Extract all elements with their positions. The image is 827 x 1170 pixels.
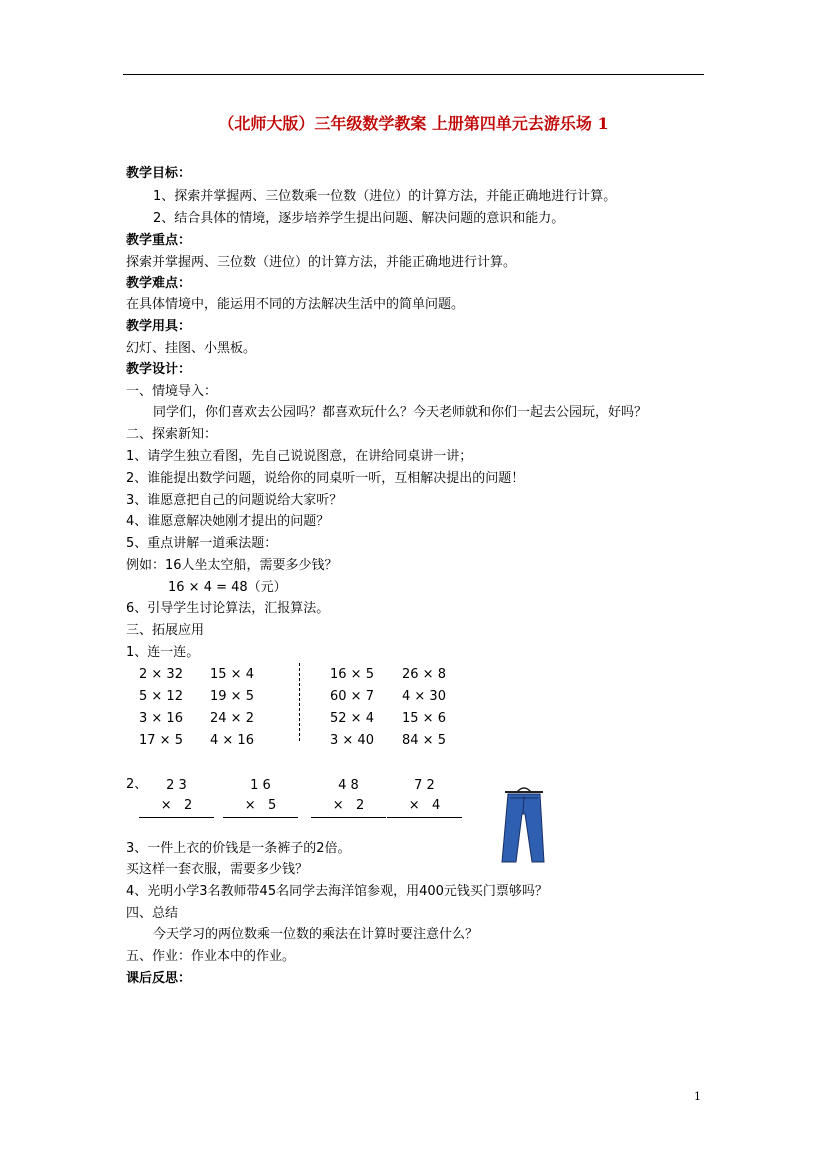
section-1-text: 同学们，你们喜欢去公园吗？都喜欢玩什么？今天老师就和你们一起去公园玩，好吗？ [153,405,648,420]
vertical-multiplication [311,776,386,818]
goal-2: 2、结合具体的情境，逐步培养学生提出问题、解决问题的意识和能力。 [153,211,565,226]
goals-heading: 教学目标： [126,166,192,181]
match-cell: 17 × 5 [139,733,183,748]
match-cell: 84 × 5 [402,733,446,748]
match-row [139,667,462,683]
match-row [139,711,462,727]
match-row [139,689,462,705]
match-cell: 2 × 32 [139,667,183,682]
design-heading: 教学设计： [126,362,192,377]
match-cell: 16 × 5 [330,667,374,682]
section-4-heading: 四、总结 [126,906,179,921]
section-3-item-3: 3、一件上衣的价钱是一条裤子的2倍。 [126,841,351,856]
match-cell: 52 × 4 [330,711,374,726]
vm-line [387,817,462,818]
match-row [139,733,462,749]
vm-top: 7 2 [414,778,435,793]
vm-line [223,817,298,818]
tools-heading: 教学用具： [126,319,192,334]
pants-illustration [495,784,553,866]
match-cell: 4 × 30 [402,689,446,704]
vm-bottom: × 2 [332,798,365,813]
vertical-multiplication [223,776,298,818]
section-2-item-1: 1、请学生独立看图，先自己说说图意，在讲给同桌讲一讲； [126,449,473,464]
page-number: 1 [694,1090,701,1103]
section-1-heading: 一、情境导入： [126,384,218,399]
vertical-multiplication [387,776,462,818]
difficult-text: 在具体情境中，能运用不同的方法解决生活中的简单问题。 [126,297,465,312]
vm-line [139,817,214,818]
vm-line [311,817,386,818]
section-5: 五、作业：作业本中的作业。 [126,949,296,964]
example-equation: 16 × 4 = 48（元） [168,580,287,595]
match-cell: 26 × 8 [402,667,446,682]
section-2-item-5: 5、重点讲解一道乘法题： [126,536,278,551]
section-3-item-3b: 买这样一套衣服，需要多少钱？ [126,862,309,877]
section-3-item-1: 1、连一连。 [126,645,200,660]
match-cell: 24 × 2 [210,711,254,726]
vertical-multiplication [139,776,214,818]
match-cell: 4 × 16 [210,733,254,748]
section-2-item-6: 6、引导学生讨论算法，汇报算法。 [126,601,330,616]
section-2-item-4: 4、谁愿意解决她刚才提出的问题？ [126,514,330,529]
reflection-heading: 课后反思： [126,971,192,986]
section-2-item-2: 2、谁能提出数学问题，说给你的同桌听一听，互相解决提出的问题！ [126,471,525,486]
vm-bottom: × 2 [160,798,193,813]
section-2-item-3: 3、谁愿意把自己的问题说给大家听？ [126,493,343,508]
key-heading: 教学重点： [126,233,192,248]
goal-1: 1、探索并掌握两、三位数乘一位数（进位）的计算方法，并能正确地进行计算。 [153,189,617,204]
match-cell: 19 × 5 [210,689,254,704]
key-text: 探索并掌握两、三位数（进位）的计算方法，并能正确地进行计算。 [126,255,517,270]
vm-top: 4 8 [338,778,359,793]
match-cell: 5 × 12 [139,689,183,704]
header-rule [123,74,704,75]
section-3-item-4: 4、光明小学3名教师带45名同学去海洋馆参观，用400元钱买门票够吗？ [126,884,548,899]
difficult-heading: 教学难点： [126,276,192,291]
section-2-heading: 二、探索新知： [126,427,218,442]
match-cell: 15 × 4 [210,667,254,682]
vm-top: 2 3 [166,778,187,793]
match-cell: 3 × 16 [139,711,183,726]
example-text: 例如：16人坐太空船，需要多少钱？ [126,558,338,573]
section-3-item-2-label: 2、 [126,777,148,792]
section-4-text: 今天学习的两位数乘一位数的乘法在计算时要注意什么？ [153,927,479,942]
vm-bottom: × 5 [244,798,277,813]
match-cell: 15 × 6 [402,711,446,726]
vm-bottom: × 4 [408,798,441,813]
match-cell: 60 × 7 [330,689,374,704]
match-cell: 3 × 40 [330,733,374,748]
vm-top: 1 6 [250,778,271,793]
document-title: （北师大版）三年级数学教案 上册第四单元去游乐场 1 [218,114,609,133]
section-3-heading: 三、拓展应用 [126,623,205,638]
tools-text: 幻灯、挂图、小黑板。 [126,341,257,356]
match-divider [299,663,300,741]
